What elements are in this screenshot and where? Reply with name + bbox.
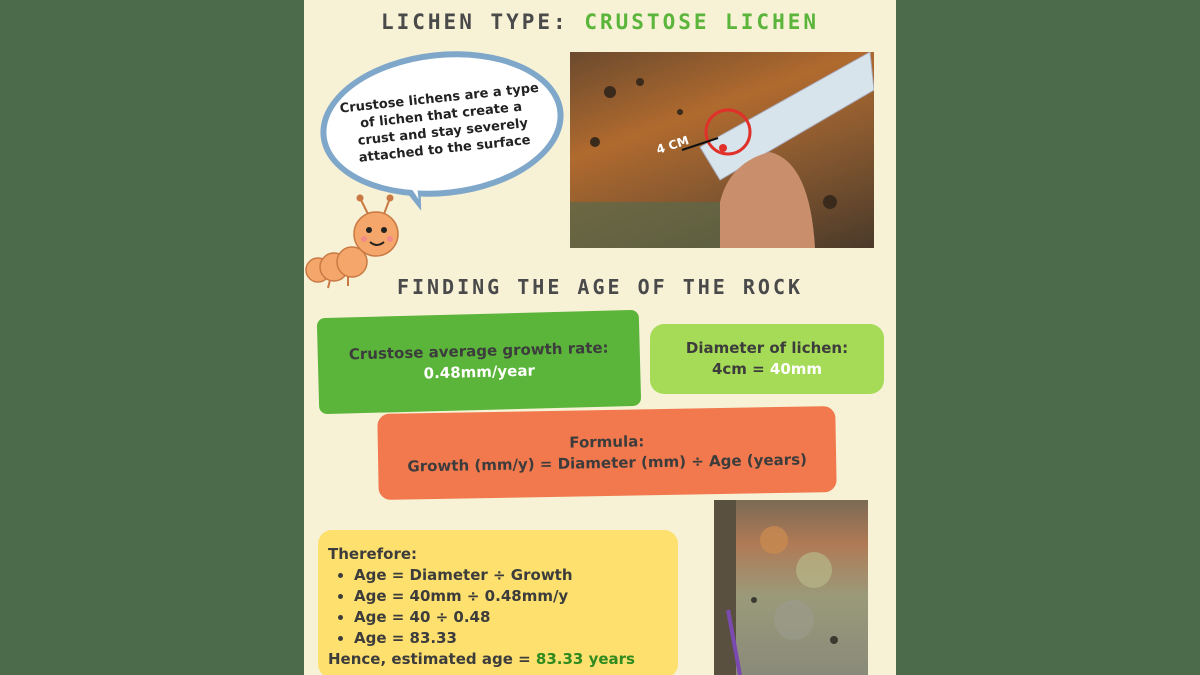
conclusion bbox=[328, 649, 678, 670]
therefore-box bbox=[318, 530, 678, 675]
step-item: • Age = 40 ÷ 0.48 bbox=[354, 607, 678, 628]
step-item: • Age = Diameter ÷ Growth bbox=[354, 565, 678, 586]
ruler-annotation: 4 CM bbox=[654, 133, 691, 157]
diameter-label: Diameter of lichen: bbox=[685, 339, 849, 357]
step-item: • Age = 83.33 bbox=[354, 628, 678, 649]
bubble-text: Crustose lichens are a type of lichen that create a crust and stay severely attached to the surface bbox=[339, 80, 540, 166]
growth-rate-value: 0.48mm/year bbox=[423, 361, 536, 383]
diameter-mm: 40mm bbox=[769, 360, 823, 378]
conclusion-prefix: Hence, estimated age = bbox=[328, 650, 536, 668]
diameter-box bbox=[650, 324, 884, 394]
growth-rate-box bbox=[317, 310, 641, 414]
growth-rate-label: Crustose average growth rate: bbox=[348, 338, 609, 364]
rock-photo-closeup bbox=[714, 500, 868, 675]
lichen-type: CRUSTOSE LICHEN bbox=[584, 10, 820, 34]
formula-label: Formula: bbox=[569, 432, 645, 452]
title-prefix: LICHEN TYPE: bbox=[380, 10, 585, 34]
formula-text: Growth (mm/y) = Diameter (mm) ÷ Age (years) bbox=[407, 450, 808, 476]
section-title: FINDING THE AGE OF THE ROCK bbox=[396, 275, 804, 299]
diameter-cm: 4cm = bbox=[711, 360, 770, 378]
conclusion-value: 83.33 years bbox=[535, 650, 635, 668]
formula-box bbox=[377, 406, 836, 500]
rock-photo-with-ruler bbox=[570, 52, 874, 248]
step-item: • Age = 40mm ÷ 0.48mm/y bbox=[354, 586, 678, 607]
page-title bbox=[304, 10, 896, 34]
diameter-value bbox=[650, 359, 884, 380]
therefore-title: Therefore: bbox=[328, 545, 418, 563]
poster bbox=[304, 0, 896, 675]
calculation-steps bbox=[328, 565, 678, 649]
speech-bubble bbox=[313, 40, 571, 209]
